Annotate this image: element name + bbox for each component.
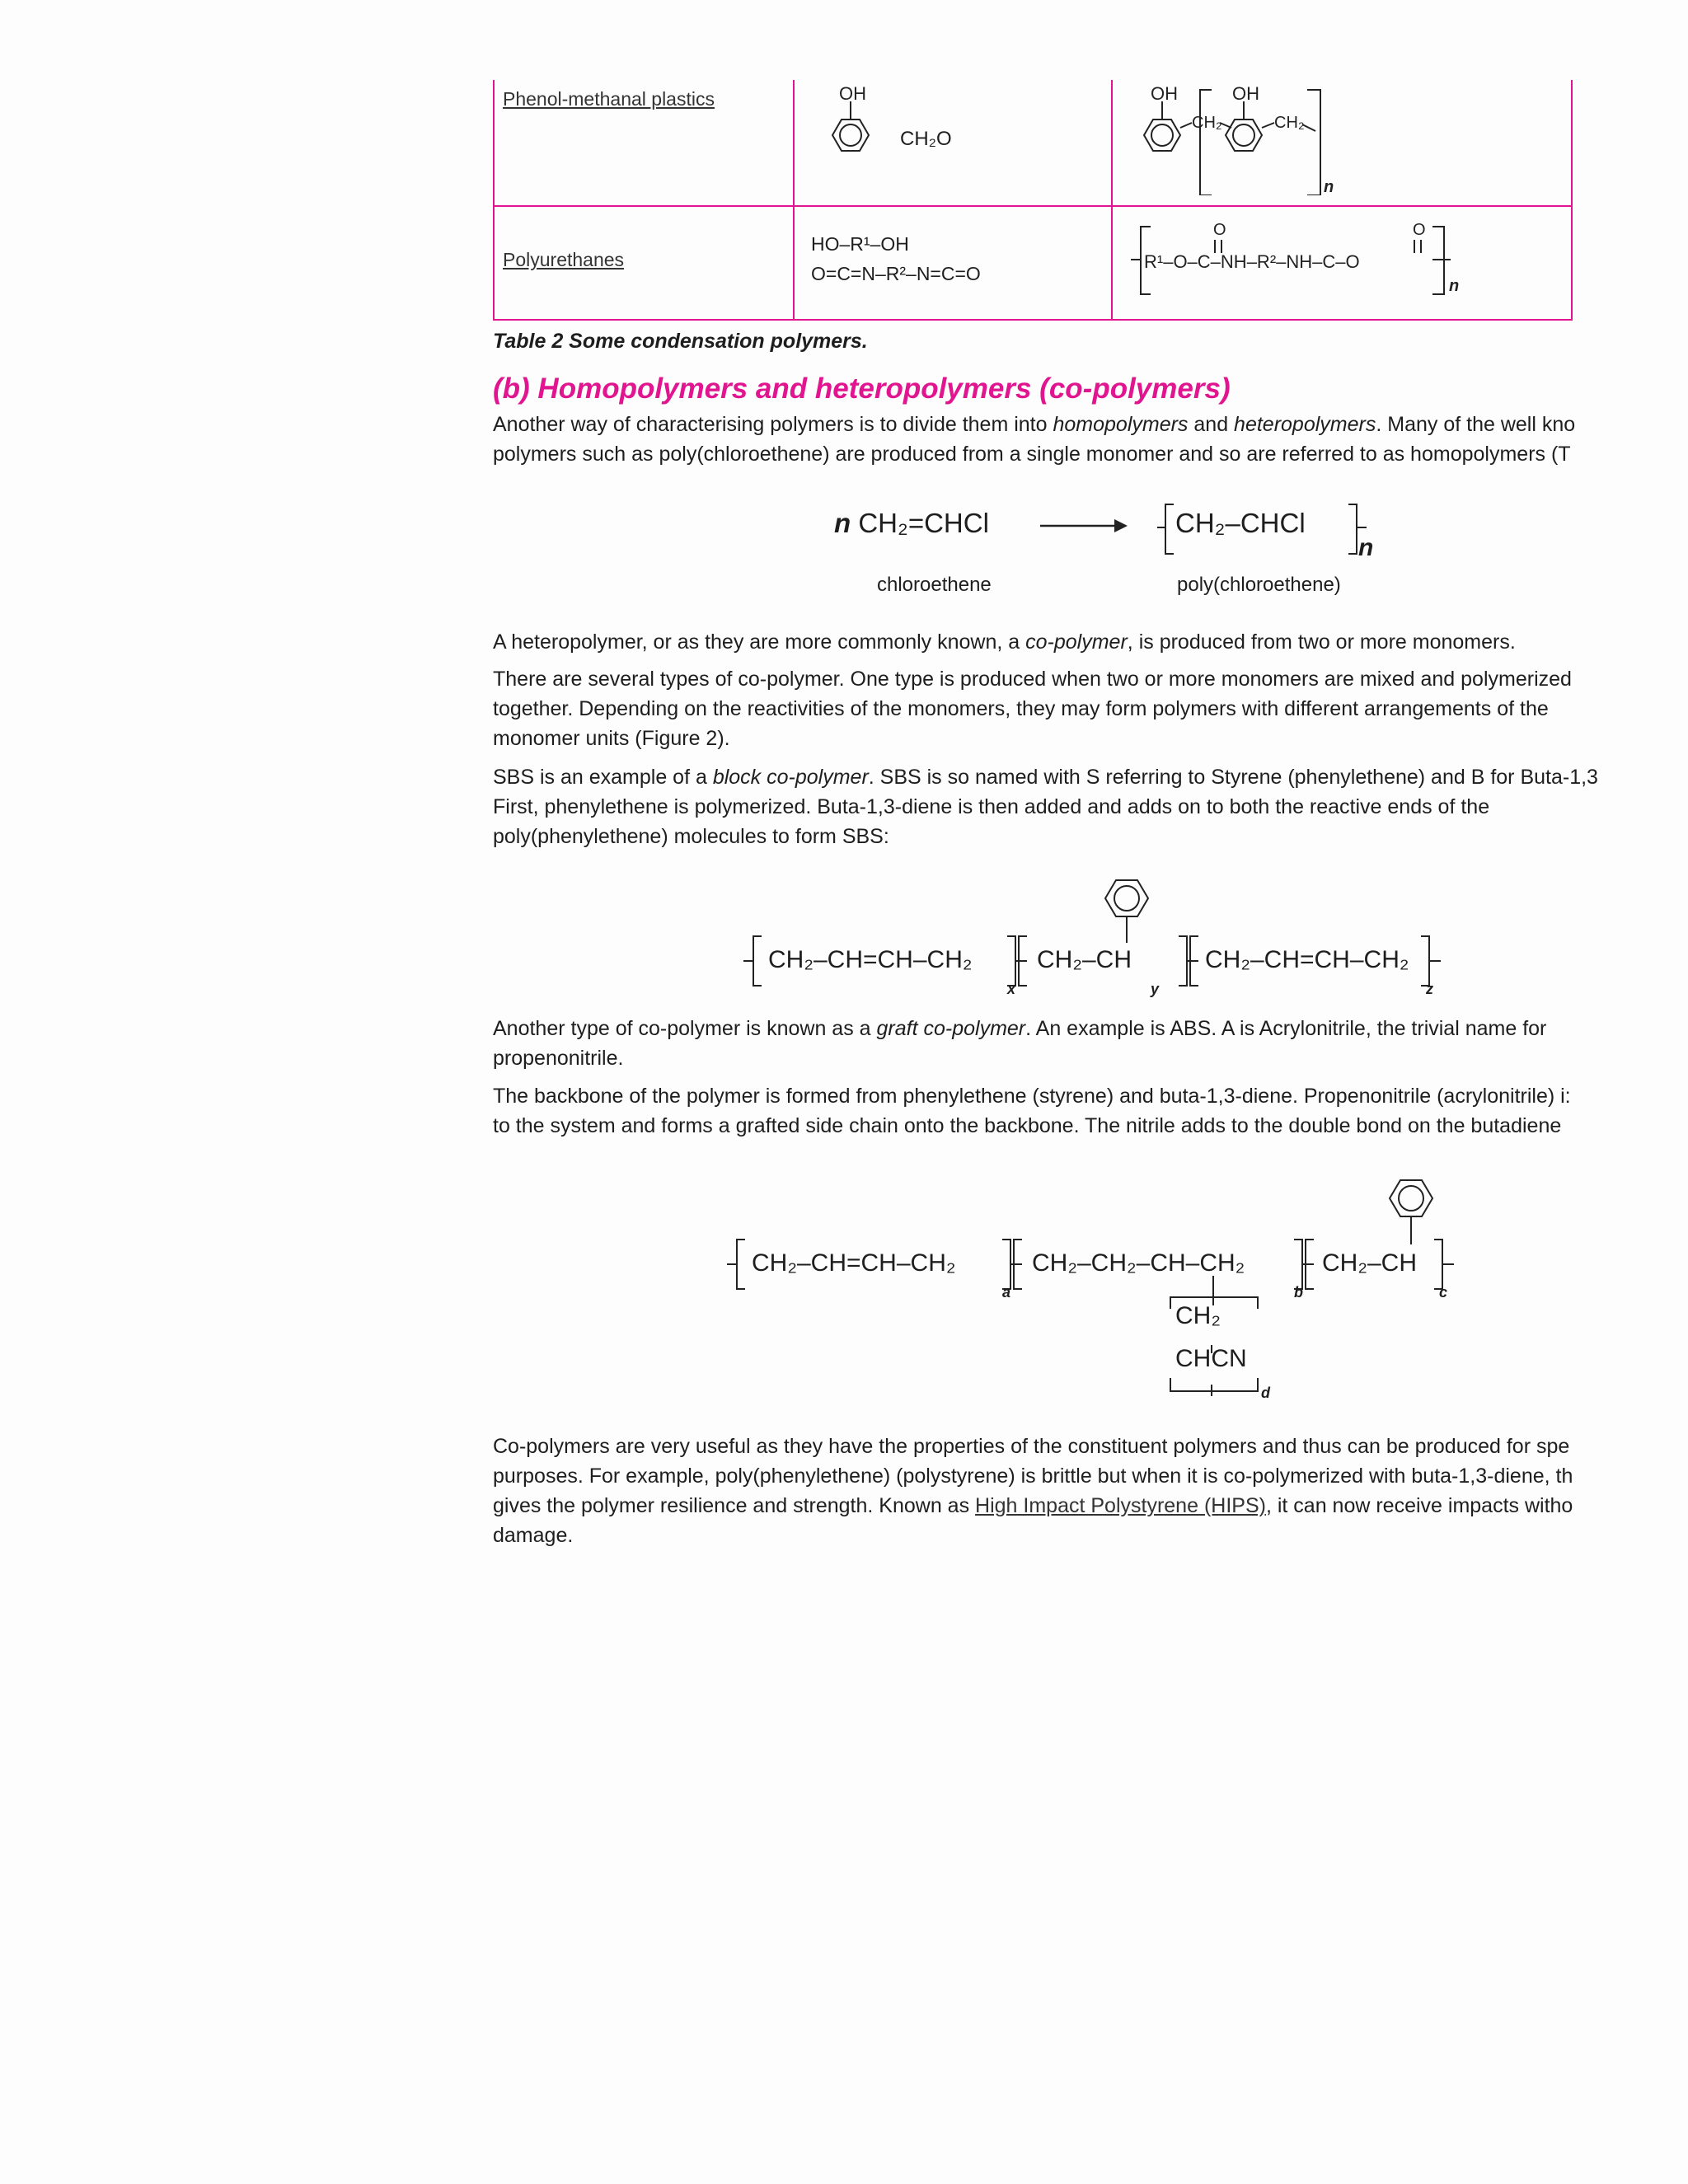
svg-text:n: n: [1324, 178, 1334, 195]
poly-chloroethene-name: poly(chloroethene): [1177, 574, 1341, 596]
oh-label: OH: [839, 83, 866, 104]
abs-side-chain-ch2: CH₂: [1175, 1302, 1221, 1329]
abs-sub-d: d: [1261, 1385, 1270, 1401]
paragraph-graft-line1: Another type of co-polymer is known as a graft co-polymer. An example is ABS. A is Acrylonitrile, the trivial name for: [493, 1017, 1547, 1040]
paragraph-useful-line1: Co-polymers are very useful as they have the properties of the constituent polymers and thus can be produced for spe: [493, 1435, 1570, 1458]
svg-text:CH₂: CH₂: [1274, 114, 1305, 132]
table-col-divider: [793, 80, 795, 321]
methanal-formula: CH₂O: [900, 128, 952, 150]
polymerization-reaction: [824, 494, 1401, 610]
polymer-n: n: [1358, 534, 1374, 561]
sbs-sub-z: z: [1426, 981, 1433, 997]
chloroethene-name: chloroethene: [877, 574, 992, 596]
paragraph-heteropolymer: A heteropolymer, or as they are more commonly known, a co-polymer, is produced from two or more monomers.: [493, 630, 1516, 654]
abs-butadiene-unit: CH₂–CH=CH–CH₂: [752, 1249, 956, 1277]
reaction-arrow: [1039, 516, 1129, 536]
table-row-label-phenol-methanal[interactable]: Phenol-methanal plastics: [503, 88, 715, 110]
svg-text:n: n: [1449, 277, 1460, 295]
phenol-structure: [806, 80, 905, 179]
svg-text:O: O: [1413, 221, 1426, 239]
sbs-styrene-unit: CH₂–CH: [1037, 946, 1132, 973]
abs-brackets-and-ring: [725, 1169, 1467, 1408]
paragraph-useful-line4: damage.: [493, 1524, 574, 1547]
table-caption: Table 2 Some condensation polymers.: [493, 330, 868, 353]
section-heading: (b) Homopolymers and heteropolymers (co-polymers): [493, 373, 1231, 405]
condensation-polymer-table: [493, 80, 1571, 321]
polyurethane-structure: [1128, 212, 1540, 319]
paragraph-backbone-line2: to the system and forms a grafted side chain onto the backbone. The nitrile adds to the double bond on the butadiene: [493, 1114, 1562, 1137]
hips-link[interactable]: High Impact Polystyrene (HIPS): [975, 1494, 1266, 1517]
diol-formula: HO–R¹–OH: [811, 233, 909, 255]
table-row-divider: [493, 205, 1571, 207]
coefficient-n: n: [834, 508, 851, 538]
paragraph-backbone-line1: The backbone of the polymer is formed from phenylethene (styrene) and buta-1,3-diene. Propenonitrile (acrylonitrile) i:: [493, 1085, 1571, 1108]
svg-text:O: O: [1213, 221, 1226, 239]
paragraph-homopolymers-line1: Another way of characterising polymers is to divide them into homopolymers and heteropolymers. Many of the well kno: [493, 413, 1576, 436]
abs-sub-c: c: [1439, 1284, 1448, 1301]
poly-chloroethene-formula: CH₂–CHCl: [1175, 508, 1306, 538]
sbs-sub-x: x: [1007, 981, 1016, 997]
abs-sub-a: a: [1002, 1284, 1011, 1301]
chloroethene-formula: CH₂=CHCl: [858, 508, 989, 538]
svg-text:OH: OH: [1151, 83, 1178, 104]
paragraph-sbs-line2: First, phenylethene is polymerized. Buta-1,3-diene is then added and adds on to both the reactive ends of the: [493, 795, 1490, 818]
paragraph-types-line2: together. Depending on the reactivities of the monomers, they may form polymers with different arrangements of the: [493, 697, 1549, 720]
paragraph-homopolymers-line2: polymers such as poly(chloroethene) are produced from a single monomer and so are referred to as homopolymers (T: [493, 443, 1571, 466]
svg-text:R¹–O–C–NH–R²–NH–C–O: R¹–O–C–NH–R²–NH–C–O: [1144, 251, 1360, 272]
diisocyanate-formula: O=C=N–R²–N=C=O: [811, 263, 981, 284]
paragraph-sbs-line3: poly(phenylethene) molecules to form SBS:: [493, 825, 889, 848]
paragraph-useful-line3: gives the polymer resilience and strength. Known as High Impact Polystyrene (HIPS), it can now receive impacts witho: [493, 1494, 1573, 1517]
sbs-butadiene-unit: CH₂–CH=CH–CH₂: [768, 946, 973, 973]
abs-side-chain-chcn: CHCN: [1175, 1345, 1247, 1372]
sbs-structure: [742, 865, 1451, 1005]
abs-grafted-butadiene-unit: CH₂–CH₂–CH–CH₂: [1032, 1249, 1245, 1277]
paragraph-graft-line2: propenonitrile.: [493, 1047, 624, 1070]
table-col-divider: [1111, 80, 1113, 321]
sbs-sub-y: y: [1151, 981, 1160, 997]
svg-text:OH: OH: [1232, 83, 1259, 104]
abs-sub-b: b: [1294, 1284, 1303, 1301]
abs-styrene-unit: CH₂–CH: [1322, 1249, 1417, 1277]
paragraph-types-line3: monomer units (Figure 2).: [493, 727, 730, 750]
table-row-label-polyurethanes[interactable]: Polyurethanes: [503, 249, 625, 270]
paragraph-useful-line2: purposes. For example, poly(phenylethene) (polystyrene) is brittle but when it is co-polymerized with buta-1,3-diene, th: [493, 1465, 1573, 1488]
paragraph-sbs-line1: SBS is an example of a block co-polymer. SBS is so named with S referring to Styrene (phenylethene) and B for Buta-1,3: [493, 766, 1598, 789]
abs-structure: [725, 1169, 1467, 1408]
svg-text:CH₂: CH₂: [1192, 114, 1222, 132]
phenol-methanal-polymer-structure: [1126, 80, 1373, 195]
sbs-butadiene-unit-2: CH₂–CH=CH–CH₂: [1205, 946, 1409, 973]
sbs-brackets-and-ring: [742, 865, 1451, 1005]
paragraph-types-line1: There are several types of co-polymer. One type is produced when two or more monomers are mixed and polymerized: [493, 668, 1572, 691]
